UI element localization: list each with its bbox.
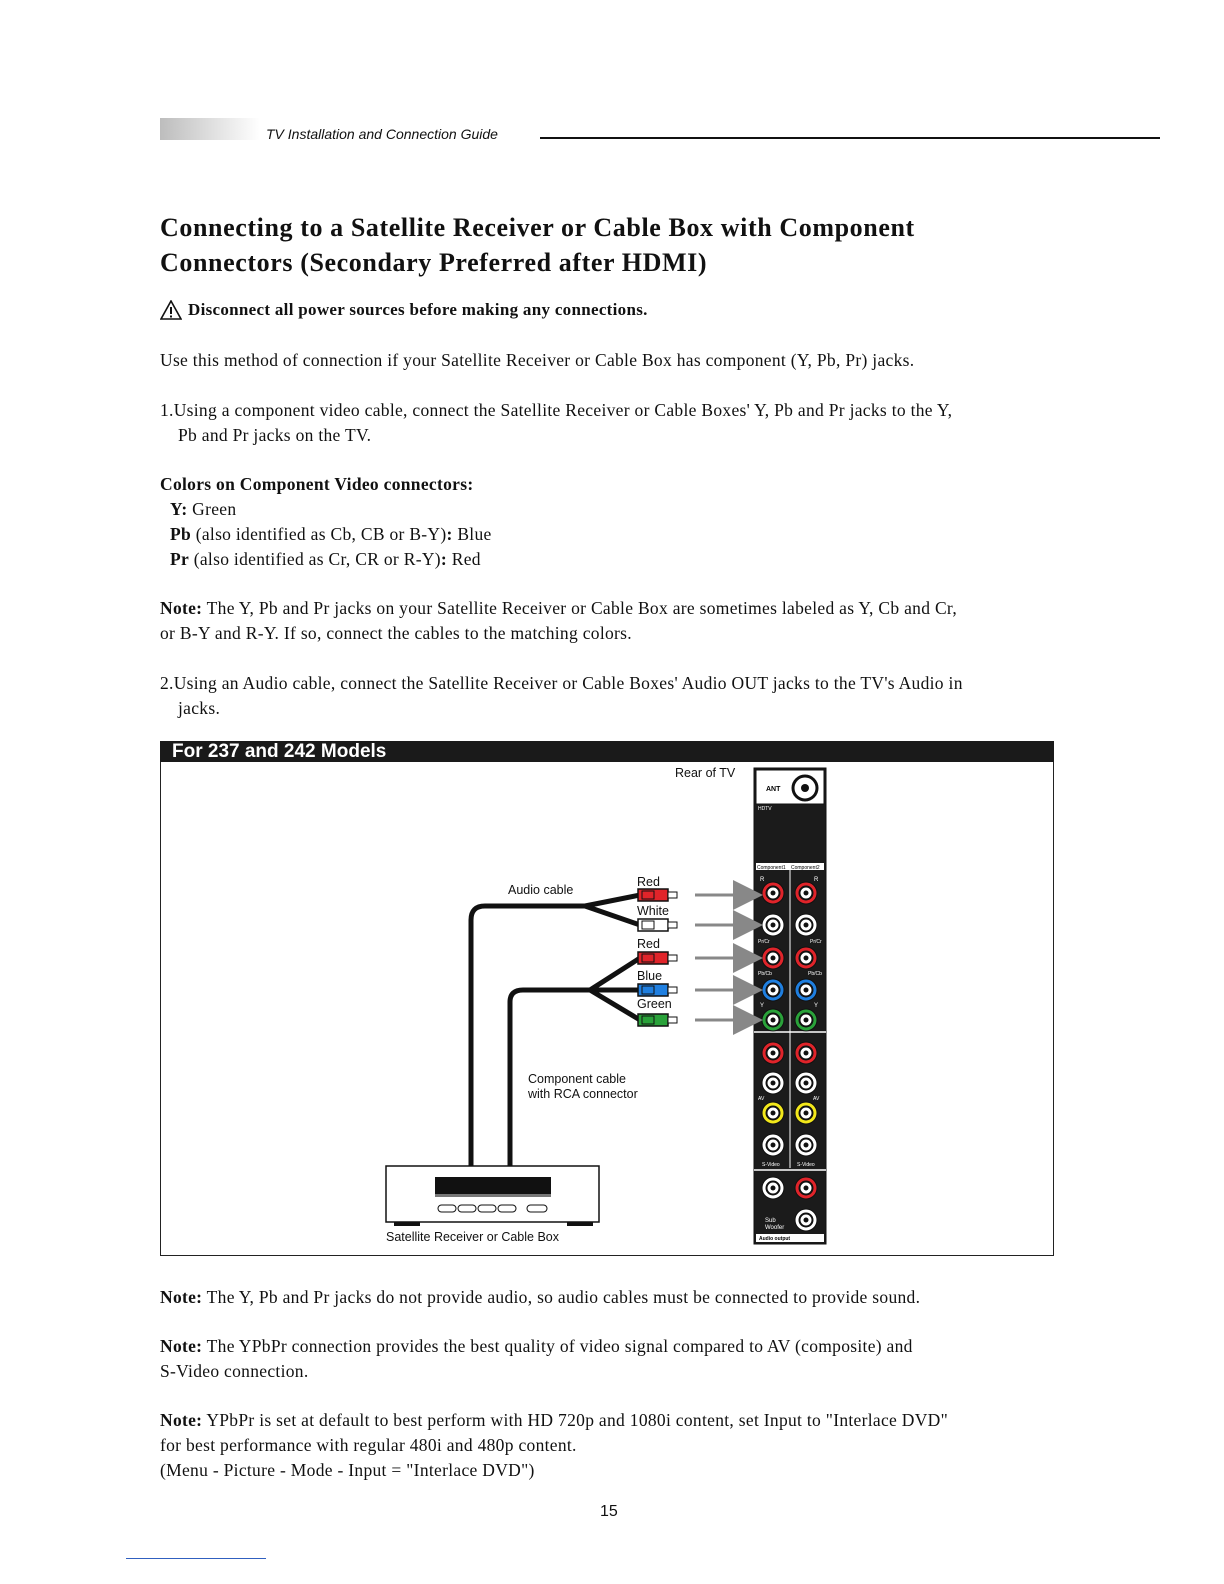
svg-text:S-Video: S-Video	[762, 1162, 780, 1168]
av-video-jack-2	[795, 1102, 817, 1124]
svg-text:Y: Y	[814, 1003, 819, 1009]
bottom-link-rule	[126, 1558, 266, 1559]
av-l-jack-1	[762, 1072, 784, 1094]
colors-heading: Colors on Component Video connectors:	[160, 474, 474, 494]
plug-label-red-audio: Red	[637, 875, 660, 889]
svg-text:Sub: Sub	[765, 1218, 776, 1224]
svg-text:Audio output: Audio output	[759, 1236, 791, 1242]
note1-paragraph: Note: The Y, Pb and Pr jacks on your Satellite Receiver or Cable Box are sometimes labeled as Y, Cb and Cr, or B-Y and R-Y. If so, connect the cables to the matching colors.	[160, 598, 958, 643]
pr-jack-1	[762, 947, 784, 969]
receiver-label: Satellite Receiver or Cable Box	[386, 1230, 559, 1244]
rear-of-tv-label: Rear of TV	[675, 766, 736, 780]
svg-text:R: R	[814, 877, 819, 883]
step1-paragraph: 1.Using a component video cable, connect the Satellite Receiver or Cable Boxes' Y, Pb and Pr jacks to the Y, Pb and Pr jacks on the TV.	[160, 400, 953, 445]
satellite-receiver	[386, 1166, 599, 1226]
audio-cable	[471, 895, 640, 1166]
av-l-jack-2	[795, 1072, 817, 1094]
svg-text:Component1: Component1	[757, 865, 786, 871]
color-pr-line: Pr (also identified as Cr, CR or R-Y): Red	[170, 549, 481, 569]
svg-text:R: R	[760, 877, 765, 883]
audio-plug-white	[638, 919, 677, 931]
svideo-jack-1	[762, 1134, 784, 1156]
svg-text:Pb/Cb: Pb/Cb	[758, 971, 772, 977]
audio-cable-label: Audio cable	[508, 883, 574, 897]
audio-r-jack-2	[795, 882, 817, 904]
note2-paragraph: Note: The Y, Pb and Pr jacks do not provide audio, so audio cables must be connected to provide sound.	[160, 1287, 921, 1307]
av-r-jack-1	[762, 1042, 784, 1064]
plug-label-red-pr: Red	[637, 937, 660, 951]
audio-l-jack-2	[795, 914, 817, 936]
header-title: TV Installation and Connection Guide	[266, 126, 498, 142]
component-plug-blue	[638, 984, 677, 996]
audio-r-jack-1	[762, 882, 784, 904]
audio-output-l-jack	[762, 1177, 784, 1199]
plug-label-white: White	[637, 904, 669, 918]
pb-jack-1	[762, 979, 784, 1001]
svg-text:Y: Y	[760, 1003, 765, 1009]
svg-text:S-Video: S-Video	[797, 1162, 815, 1168]
connection-arrows	[695, 895, 757, 1020]
svg-text:Woofer: Woofer	[765, 1225, 785, 1231]
av-r-jack-2	[795, 1042, 817, 1064]
tv-rear-panel	[754, 768, 826, 1244]
component-cable	[510, 958, 640, 1166]
audio-plug-red	[638, 889, 677, 901]
svg-text:ANT: ANT	[766, 786, 781, 793]
component-plug-green	[638, 1014, 677, 1026]
note3-paragraph: Note: The YPbPr connection provides the best quality of video signal compared to AV (composite) and S-Video connection.	[160, 1336, 913, 1381]
y-jack-2	[795, 1009, 817, 1031]
warning-text: Disconnect all power sources before making any connections.	[188, 300, 648, 319]
page-title: Connecting to a Satellite Receiver or Cable Box with Component Connectors (Secondary Preferred after HDMI)	[160, 213, 915, 277]
svg-text:Pr/Cr: Pr/Cr	[810, 939, 822, 945]
audio-l-jack-1	[762, 914, 784, 936]
svg-text:Pb/Cb: Pb/Cb	[808, 971, 822, 977]
av-video-jack-1	[762, 1102, 784, 1124]
step2-paragraph: 2.Using an Audio cable, connect the Satellite Receiver or Cable Boxes' Audio OUT jacks to the TV's Audio in jacks.	[160, 673, 963, 718]
subwoofer-jack	[795, 1209, 817, 1231]
svg-text:AV: AV	[813, 1096, 820, 1102]
color-y-line: Y: Green	[170, 499, 237, 519]
svg-text:AV: AV	[758, 1096, 765, 1102]
page-number: 15	[600, 1503, 618, 1520]
y-jack-1	[762, 1009, 784, 1031]
diagram-box-title: For 237 and 242 Models	[160, 741, 1054, 762]
audio-output-r-jack	[795, 1177, 817, 1199]
svideo-jack-2	[795, 1134, 817, 1156]
svg-text:Component2: Component2	[791, 865, 820, 871]
color-pb-line: Pb (also identified as Cb, CB or B-Y): Blue	[170, 524, 492, 544]
pb-jack-2	[795, 979, 817, 1001]
component-plug-red	[638, 952, 677, 964]
plug-label-blue: Blue	[637, 969, 663, 983]
plug-label-green: Green	[637, 997, 672, 1011]
svg-text:Pr/Cr: Pr/Cr	[758, 939, 770, 945]
pr-jack-2	[795, 947, 817, 969]
svg-text:HDTV: HDTV	[758, 806, 772, 812]
intro-paragraph: Use this method of connection if your Satellite Receiver or Cable Box has component (Y, Pb, Pr) jacks.	[160, 350, 915, 370]
note4-paragraph: Note: YPbPr is set at default to best perform with HD 720p and 1080i content, set Input to "Interlace DVD" for best performance with regular 480i and 480p content. (Menu - Picture - Mode - Input = "Interlace DVD")	[160, 1410, 949, 1480]
component-cable-label: Component cable with RCA connector	[528, 1072, 638, 1101]
